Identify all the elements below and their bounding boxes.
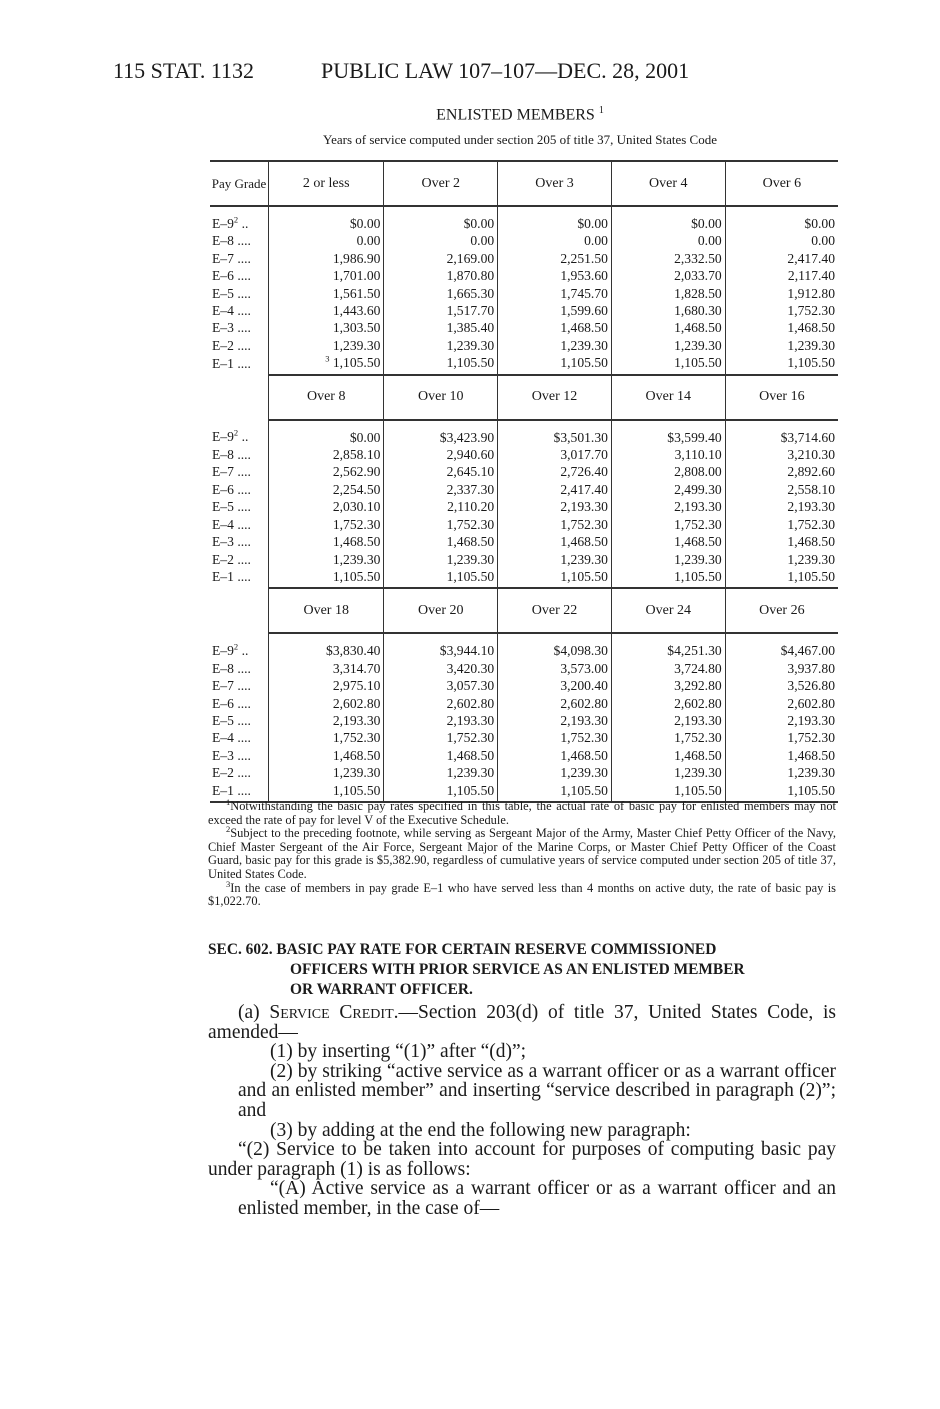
table-subtitle: Years of service computed under section 205 of title 37, United States Code bbox=[322, 132, 717, 147]
quoted-subparagraph-a: “(A) Active service as a warrant officer or as a warrant officer and an enlisted member, in the case of— bbox=[238, 1178, 836, 1219]
pay-rate-cell: 2,858.10 bbox=[269, 446, 384, 463]
dot-leader: .... bbox=[237, 285, 251, 301]
pay-rate-cell: 1,953.60 bbox=[498, 267, 612, 284]
pay-grade-cell: E–4 .... bbox=[212, 303, 251, 319]
pay-rate-cell: 2,726.40 bbox=[498, 463, 612, 480]
pay-grade-header: Pay Grade bbox=[210, 161, 269, 206]
pay-grade-cell: E–4 .... bbox=[212, 516, 251, 532]
pay-rate-cell: 1,752.30 bbox=[384, 516, 498, 533]
table-row bbox=[210, 337, 838, 354]
table-row bbox=[210, 712, 838, 729]
pay-rate-cell: 1,752.30 bbox=[498, 729, 612, 746]
pay-rate-cell: 1,105.50 bbox=[611, 782, 725, 802]
table-row bbox=[210, 747, 838, 764]
pay-rate-cell: 2,193.30 bbox=[725, 498, 838, 515]
pay-rate-cell: 1,912.80 bbox=[725, 285, 838, 302]
dot-leader: .... bbox=[237, 303, 251, 319]
pay-rate-cell: 3,526.80 bbox=[725, 677, 838, 694]
dot-leader: .... bbox=[237, 730, 251, 746]
pay-grade-cell: E–6 .... bbox=[212, 481, 251, 497]
dot-leader: .... bbox=[237, 250, 251, 266]
table-row bbox=[210, 516, 838, 533]
years-of-service-header: Over 20 bbox=[384, 588, 498, 633]
pay-grade-cell: E–7 .... bbox=[212, 250, 251, 266]
pay-rate-cell: 1,517.70 bbox=[384, 302, 498, 319]
section-heading-line-2: OFFICERS WITH PRIOR SERVICE AS AN ENLISTED MEMBER bbox=[290, 961, 745, 978]
years-of-service-header: Over 3 bbox=[498, 161, 612, 206]
pay-rate-cell: $3,944.10 bbox=[384, 633, 498, 659]
pay-rate-cell: 1,105.50 bbox=[498, 354, 612, 374]
pay-rate-cell: 3,314.70 bbox=[269, 660, 384, 677]
dot-leader: .... bbox=[237, 678, 251, 694]
dot-leader: .... bbox=[237, 712, 251, 728]
pay-rate-cell: 1,239.30 bbox=[611, 337, 725, 354]
table-row bbox=[210, 481, 838, 498]
pay-rate-cell: 1,468.50 bbox=[725, 747, 838, 764]
table-row bbox=[210, 633, 838, 659]
pay-grade-cell: E–2 .... bbox=[212, 765, 251, 781]
pay-rate-cell: 1,468.50 bbox=[384, 533, 498, 550]
pay-rate-cell: 3,724.80 bbox=[611, 660, 725, 677]
running-head bbox=[113, 58, 733, 88]
pay-grade-cell: E–8 .... bbox=[212, 660, 251, 676]
pay-grade-cell: E–1 .... bbox=[210, 782, 269, 802]
dot-leader: .. bbox=[241, 429, 249, 445]
pay-rate-cell: 2,254.50 bbox=[269, 481, 384, 498]
table-title-text: ENLISTED MEMBERS bbox=[436, 106, 595, 124]
dot-leader: .... bbox=[237, 569, 251, 585]
footnote-mark: 2 bbox=[233, 641, 239, 652]
pay-grade-cell: E–4 .... bbox=[212, 730, 251, 746]
pay-grade-cell: E–9$^2$ .. bbox=[212, 641, 249, 658]
public-law-citation: PUBLIC LAW 107–107—DEC. 28, 2001 bbox=[321, 58, 690, 83]
table-row bbox=[210, 250, 838, 267]
table-row bbox=[210, 498, 838, 515]
dot-leader: .... bbox=[237, 268, 251, 284]
table-row bbox=[210, 729, 838, 746]
paragraph-3: (3) by adding at the end the following new paragraph: bbox=[270, 1119, 691, 1141]
pay-rate-cell: 3,110.10 bbox=[611, 446, 725, 463]
years-of-service-header: Over 14 bbox=[611, 375, 725, 420]
pay-rate-cell: 2,602.80 bbox=[611, 695, 725, 712]
years-of-service-header: 2 or less bbox=[269, 161, 384, 206]
pay-rate-cell: 2,193.30 bbox=[725, 712, 838, 729]
footnote-2: $^2$Subject to the preceding footnote, while serving as Sergeant Major of the Army, Master Chief Petty Officer of the Navy, Chief Master Sergeant of the Air Force, Sergeant Major of the Marine Corps, or Master Chief Petty Officer of the Coast Guard, basic pay for this grade is $5,382.90, regardless of cumulative years of service computed under section 205 of title 37, United States Code. bbox=[208, 824, 836, 881]
dot-leader: .... bbox=[237, 337, 251, 353]
pay-rate-cell: 1,105.50 bbox=[611, 568, 725, 588]
pay-rate-cell: 1,303.50 bbox=[269, 319, 384, 336]
pay-rate-cell: 2,892.60 bbox=[725, 463, 838, 480]
pay-rate-cell: 3,573.00 bbox=[498, 660, 612, 677]
years-of-service-header: Over 18 bbox=[269, 588, 384, 633]
pay-rate-cell: 1,239.30 bbox=[725, 551, 838, 568]
pay-rate-cell: 3,420.30 bbox=[384, 660, 498, 677]
dot-leader: .... bbox=[237, 320, 251, 336]
subsection-a: (a) Service Credit.—Section 203(d) of title 37, United States Code, is amended— bbox=[208, 1002, 836, 1043]
years-of-service-header: Over 10 bbox=[384, 375, 498, 420]
pay-rate-cell: 1,239.30 bbox=[611, 764, 725, 781]
pay-rate-cell: $3,501.30 bbox=[498, 420, 612, 446]
pay-grade-cell: E–9$^2$ .. bbox=[212, 427, 249, 445]
table-row bbox=[210, 764, 838, 781]
pay-grade-cell: E–8 .... bbox=[212, 447, 251, 463]
table-footnotes bbox=[208, 796, 836, 909]
pay-rate-cell: 1,239.30 bbox=[384, 764, 498, 781]
pay-grade-cell: E–7 .... bbox=[212, 464, 251, 480]
pay-rate-cell: 1,239.30 bbox=[269, 764, 384, 781]
pay-rate-cell: 1,105.50 bbox=[498, 568, 612, 588]
pay-rate-cell: 3,057.30 bbox=[384, 677, 498, 694]
dot-leader: .. bbox=[241, 216, 249, 231]
dot-leader: .. bbox=[241, 642, 249, 658]
pay-rate-cell: 1,468.50 bbox=[384, 747, 498, 764]
pay-rate-cell: 1,105.50 bbox=[725, 782, 838, 802]
pay-rate-cell: 1,239.30 bbox=[269, 337, 384, 354]
pay-rate-cell: 0.00 bbox=[498, 232, 612, 249]
table-header-row bbox=[210, 588, 838, 633]
pay-rate-cell: 3,210.30 bbox=[725, 446, 838, 463]
pay-grade-cell: E–9$^2$ .. bbox=[212, 214, 249, 231]
pay-grade-cell: E–3 .... bbox=[212, 747, 251, 763]
table-row bbox=[210, 267, 838, 284]
pay-rate-cell: 1,468.50 bbox=[725, 533, 838, 550]
paragraph-1: (1) by inserting “(1)” after “(d)”; bbox=[270, 1041, 527, 1063]
dot-leader: .... bbox=[237, 782, 251, 798]
pay-rate-cell: 2,030.10 bbox=[269, 498, 384, 515]
pay-rate-cell: 1,239.30 bbox=[384, 337, 498, 354]
pay-rate-cell: 2,110.20 bbox=[384, 498, 498, 515]
table-row bbox=[210, 354, 838, 374]
pay-grade-cell: E–3 .... bbox=[212, 534, 251, 550]
pay-rate-cell: 1,752.30 bbox=[611, 729, 725, 746]
years-of-service-header: Over 8 bbox=[269, 375, 384, 420]
pay-rate-cell: 1,468.50 bbox=[611, 747, 725, 764]
pay-rate-cell: $^3$ 1,105.50 bbox=[269, 354, 384, 374]
pay-rate-cell: 1,105.50 bbox=[384, 782, 498, 802]
pay-rate-cell: 1,443.60 bbox=[269, 302, 384, 319]
years-of-service-header: Over 24 bbox=[611, 588, 725, 633]
pay-rate-cell: 3,292.80 bbox=[611, 677, 725, 694]
pay-rate-cell: 1,561.50 bbox=[269, 285, 384, 302]
pay-rate-cell: 3,200.40 bbox=[498, 677, 612, 694]
dot-leader: .... bbox=[237, 464, 251, 480]
pay-rate-cell: 1,701.00 bbox=[269, 267, 384, 284]
dot-leader: .... bbox=[237, 747, 251, 763]
table-row bbox=[210, 551, 838, 568]
pay-rate-cell: 1,752.30 bbox=[725, 729, 838, 746]
pay-rate-cell: $4,467.00 bbox=[725, 633, 838, 659]
pay-grade-cell: E–2 .... bbox=[212, 337, 251, 353]
years-of-service-header: Over 4 bbox=[611, 161, 725, 206]
pay-rate-cell: 1,239.30 bbox=[269, 551, 384, 568]
pay-rate-cell: 0.00 bbox=[384, 232, 498, 249]
years-of-service-header: Over 6 bbox=[725, 161, 838, 206]
pay-rate-cell: 1,105.50 bbox=[269, 782, 384, 802]
pay-grade-cell: E–7 .... bbox=[212, 678, 251, 694]
section-heading-line-3: OR WARRANT OFFICER. bbox=[290, 981, 473, 998]
empty-header-cell bbox=[210, 375, 269, 420]
pay-rate-cell: 2,602.80 bbox=[498, 695, 612, 712]
pay-rate-cell: $3,599.40 bbox=[611, 420, 725, 446]
years-of-service-header: Over 26 bbox=[725, 588, 838, 633]
pay-rate-cell: 3,937.80 bbox=[725, 660, 838, 677]
pay-rate-cell: 2,117.40 bbox=[725, 267, 838, 284]
pay-rate-cell: 1,239.30 bbox=[725, 764, 838, 781]
table-header-row bbox=[210, 375, 838, 420]
pay-rate-cell: 2,193.30 bbox=[498, 712, 612, 729]
pay-rate-cell: $0.00 bbox=[269, 206, 384, 232]
pay-rate-cell: $4,251.30 bbox=[611, 633, 725, 659]
table-row bbox=[210, 302, 838, 319]
table-row bbox=[210, 695, 838, 712]
pay-grade-cell: E–5 .... bbox=[212, 285, 251, 301]
dot-leader: .... bbox=[237, 695, 251, 711]
pay-rate-cell: 2,033.70 bbox=[611, 267, 725, 284]
pay-grade-cell: E–5 .... bbox=[212, 712, 251, 728]
pay-rate-cell: 2,169.00 bbox=[384, 250, 498, 267]
years-of-service-header: Over 12 bbox=[498, 375, 612, 420]
dot-leader: .... bbox=[237, 355, 251, 371]
section-heading bbox=[208, 940, 838, 1000]
empty-header-cell bbox=[210, 588, 269, 633]
pay-rate-cell: 1,468.50 bbox=[269, 747, 384, 764]
pay-rate-cell: 1,745.70 bbox=[498, 285, 612, 302]
pay-rate-cell: 2,337.30 bbox=[384, 481, 498, 498]
pay-rate-cell: 2,558.10 bbox=[725, 481, 838, 498]
pay-rate-cell: 1,239.30 bbox=[498, 764, 612, 781]
table-row bbox=[210, 677, 838, 694]
paragraph-2: (2) by striking “active service as a warrant officer or as a warrant officer and an enlisted member” and inserting “service described in paragraph (2)”; and bbox=[238, 1060, 836, 1121]
dot-leader: .... bbox=[237, 551, 251, 567]
pay-rate-cell: 1,599.60 bbox=[498, 302, 612, 319]
pay-grade-cell: E–3 .... bbox=[212, 320, 251, 336]
pay-rate-cell: 1,468.50 bbox=[725, 319, 838, 336]
pay-rate-cell: $3,830.40 bbox=[269, 633, 384, 659]
pay-rate-cell: 2,417.40 bbox=[498, 481, 612, 498]
pay-rate-cell: 1,752.30 bbox=[269, 516, 384, 533]
pay-grade-cell: E–5 .... bbox=[212, 499, 251, 515]
pay-rate-cell: 1,468.50 bbox=[498, 319, 612, 336]
pay-rate-cell: 2,975.10 bbox=[269, 677, 384, 694]
table-row bbox=[210, 285, 838, 302]
pay-rate-cell: 1,105.50 bbox=[384, 568, 498, 588]
pay-rate-cell: 1,239.30 bbox=[498, 337, 612, 354]
pay-rate-cell: 2,940.60 bbox=[384, 446, 498, 463]
table-header-row bbox=[210, 161, 838, 206]
pay-rate-cell: 2,499.30 bbox=[611, 481, 725, 498]
pay-rate-cell: 1,986.90 bbox=[269, 250, 384, 267]
pay-rate-cell: 1,752.30 bbox=[384, 729, 498, 746]
section-heading-line-1: SEC. 602. BASIC PAY RATE FOR CERTAIN RESERVE COMMISSIONED bbox=[208, 941, 717, 958]
table-row bbox=[210, 568, 838, 588]
pay-rate-cell: 2,193.30 bbox=[269, 712, 384, 729]
footnote-mark: 2 bbox=[233, 427, 239, 438]
pay-rate-cell: 1,752.30 bbox=[498, 516, 612, 533]
pay-rate-cell: 1,468.50 bbox=[498, 747, 612, 764]
pay-rate-cell: $3,714.60 bbox=[725, 420, 838, 446]
pay-rate-cell: 2,808.00 bbox=[611, 463, 725, 480]
dot-leader: .... bbox=[237, 534, 251, 550]
pay-rate-cell: 2,193.30 bbox=[611, 712, 725, 729]
footnote-3: $^3$In the case of members in pay grade E–1 who have served less than 4 months on active duty, the rate of basic pay is $1,022.70. bbox=[208, 878, 836, 909]
pay-rate-cell: $0.00 bbox=[611, 206, 725, 232]
statute-page-number: 115 STAT. 1132 bbox=[113, 58, 255, 83]
pay-rate-cell: 1,105.50 bbox=[611, 354, 725, 374]
pay-rate-cell: 1,468.50 bbox=[611, 319, 725, 336]
pay-rate-cell: 1,239.30 bbox=[725, 337, 838, 354]
years-of-service-header: Over 22 bbox=[498, 588, 612, 633]
pay-rate-cell: $3,423.90 bbox=[384, 420, 498, 446]
quoted-paragraph-2: “(2) Service to be taken into account for purposes of computing basic pay under paragraph (1) is as follows: bbox=[208, 1139, 836, 1180]
table-row bbox=[210, 206, 838, 232]
pay-rate-cell: 1,239.30 bbox=[611, 551, 725, 568]
pay-rate-cell: $0.00 bbox=[384, 206, 498, 232]
footnote-mark: 2 bbox=[233, 214, 239, 225]
pay-rate-cell: 1,752.30 bbox=[611, 516, 725, 533]
pay-rate-cell: $0.00 bbox=[725, 206, 838, 232]
pay-rate-cell: 2,417.40 bbox=[725, 250, 838, 267]
pay-rate-cell: 1,105.50 bbox=[269, 568, 384, 588]
pay-rate-cell: 0.00 bbox=[611, 232, 725, 249]
subsection-caption: Service Credit. bbox=[269, 1002, 399, 1023]
dot-leader: .... bbox=[237, 516, 251, 532]
table-row bbox=[210, 232, 838, 249]
dot-leader: .... bbox=[237, 499, 251, 515]
table-row bbox=[210, 319, 838, 336]
pay-rate-cell: 1,105.50 bbox=[725, 354, 838, 374]
pay-rate-cell: 1,870.80 bbox=[384, 267, 498, 284]
pay-rate-cell: 3,017.70 bbox=[498, 446, 612, 463]
pay-rate-cell: 2,251.50 bbox=[498, 250, 612, 267]
years-of-service-header: Over 2 bbox=[384, 161, 498, 206]
pay-rate-cell: 2,645.10 bbox=[384, 463, 498, 480]
pay-grade-cell: E–1 .... bbox=[212, 355, 251, 371]
pay-rate-cell: 2,193.30 bbox=[611, 498, 725, 515]
pay-rate-cell: 2,193.30 bbox=[384, 712, 498, 729]
pay-rate-cell: 2,193.30 bbox=[498, 498, 612, 515]
footnote-1: $^1$Notwithstanding the basic pay rates specified in this table, the actual rate of basic pay for enlisted members may not exceed the rate of pay for level V of the Executive Schedule. bbox=[208, 796, 836, 827]
pay-rate-cell: 0.00 bbox=[725, 232, 838, 249]
pay-rate-cell: 1,468.50 bbox=[269, 533, 384, 550]
pay-rate-cell: 1,468.50 bbox=[611, 533, 725, 550]
pay-rate-cell: 1,385.40 bbox=[384, 319, 498, 336]
table-row bbox=[210, 660, 838, 677]
pay-rate-cell: 2,602.80 bbox=[725, 695, 838, 712]
dot-leader: .... bbox=[237, 481, 251, 497]
table-row bbox=[210, 463, 838, 480]
pay-rate-cell: 1,680.30 bbox=[611, 302, 725, 319]
footnote-mark: 3 bbox=[325, 353, 330, 364]
pay-grade-cell: E–6 .... bbox=[212, 268, 251, 284]
pay-rate-cell: 1,239.30 bbox=[498, 551, 612, 568]
pay-rate-cell: 1,239.30 bbox=[384, 551, 498, 568]
enlisted-pay-table bbox=[210, 160, 838, 803]
table-row bbox=[210, 420, 838, 446]
table-title-footnote-mark: 1 bbox=[598, 105, 604, 116]
pay-rate-cell: 2,602.80 bbox=[269, 695, 384, 712]
pay-rate-cell: 1,468.50 bbox=[498, 533, 612, 550]
pay-grade-cell: E–2 .... bbox=[212, 551, 251, 567]
pay-rate-cell: 1,105.50 bbox=[498, 782, 612, 802]
section-body bbox=[208, 1003, 836, 1219]
pay-rate-cell: $4,098.30 bbox=[498, 633, 612, 659]
dot-leader: .... bbox=[237, 765, 251, 781]
table-title bbox=[200, 105, 840, 124]
pay-rate-cell: $0.00 bbox=[498, 206, 612, 232]
pay-rate-cell: 1,105.50 bbox=[725, 568, 838, 588]
pay-grade-cell: E–1 .... bbox=[212, 569, 251, 585]
pay-grade-cell: E–8 .... bbox=[212, 233, 251, 249]
pay-rate-cell: 1,752.30 bbox=[725, 516, 838, 533]
table-row bbox=[210, 533, 838, 550]
pay-rate-cell: 1,752.30 bbox=[269, 729, 384, 746]
table-row bbox=[210, 446, 838, 463]
years-of-service-header: Over 16 bbox=[725, 375, 838, 420]
dot-leader: .... bbox=[237, 233, 251, 249]
pay-rate-cell: 2,562.90 bbox=[269, 463, 384, 480]
pay-rate-cell: 1,828.50 bbox=[611, 285, 725, 302]
pay-rate-cell: 2,332.50 bbox=[611, 250, 725, 267]
pay-rate-cell: 1,752.30 bbox=[725, 302, 838, 319]
dot-leader: .... bbox=[237, 660, 251, 676]
pay-rate-cell: 1,665.30 bbox=[384, 285, 498, 302]
pay-rate-cell: 2,602.80 bbox=[384, 695, 498, 712]
dot-leader: .... bbox=[237, 447, 251, 463]
pay-grade-cell: E–6 .... bbox=[212, 695, 251, 711]
pay-rate-cell: 0.00 bbox=[269, 232, 384, 249]
pay-rate-cell: 1,105.50 bbox=[384, 354, 498, 374]
pay-rate-cell: $0.00 bbox=[269, 420, 384, 446]
